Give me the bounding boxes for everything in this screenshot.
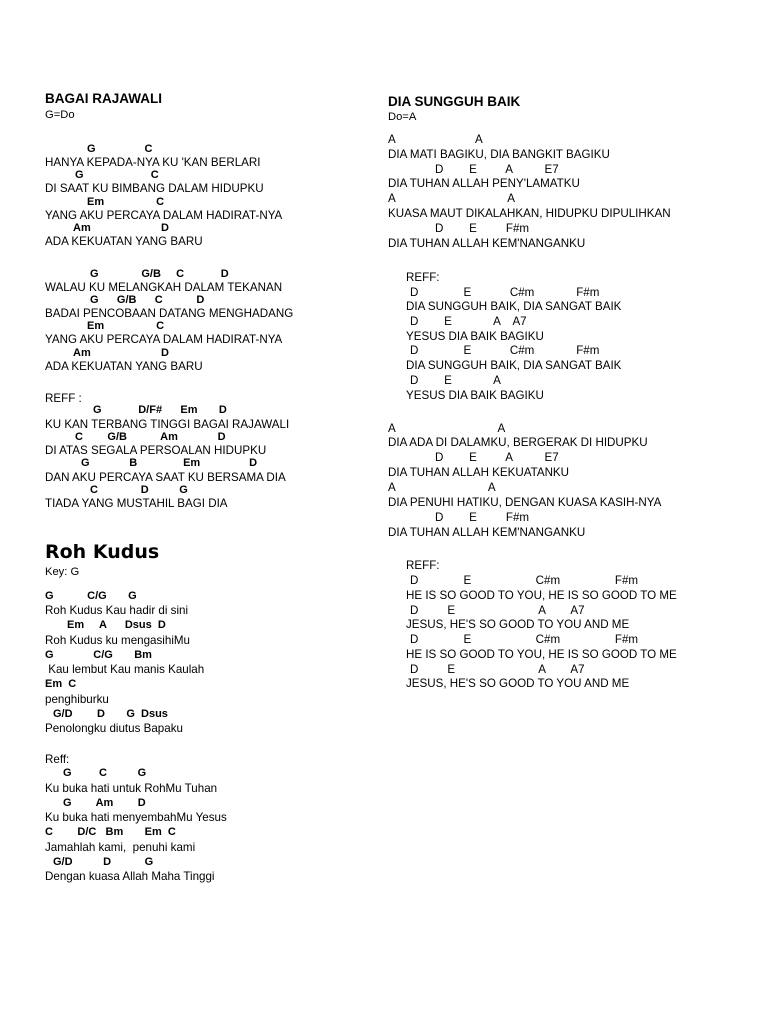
lyric-line: D E F#m: [435, 511, 530, 524]
lyric-line: Jamahlah kami, penuhi kami: [45, 841, 196, 854]
lyric-line: DIA TUHAN ALLAH KEKUATANKU: [388, 466, 570, 479]
lyric-line: Penolongku diutus Bapaku: [45, 722, 183, 735]
lyric-line: JESUS, HE'S SO GOOD TO YOU AND ME: [406, 677, 630, 690]
lyric-line: D E A E7: [435, 451, 559, 464]
lyric-line: DIA TUHAN ALLAH KEM'NANGANKU: [388, 526, 586, 539]
lyric-line: KUASA MAUT DIKALAHKAN, HIDUPKU DIPULIHKAN: [388, 207, 671, 220]
lyric-line: D E A E7: [435, 163, 559, 176]
lyric-line: D E C#m F#m: [410, 574, 639, 587]
chord-line: G Am D: [63, 797, 146, 809]
song-title-roh-kudus: Roh Kudus: [45, 541, 160, 563]
chord-line: G/D D G: [53, 856, 154, 868]
lyric-line: D E A A7: [410, 604, 585, 617]
chord-line: C G/B Am D: [75, 431, 226, 443]
lyric-line: DIA ADA DI DALAMKU, BERGERAK DI HIDUPKU: [388, 436, 648, 449]
lyric-line: DIA SUNGGUH BAIK, DIA SANGAT BAIK: [406, 359, 622, 372]
lyric-line: YESUS DIA BAIK BAGIKU: [406, 389, 544, 402]
chord-line: G B Em D: [81, 457, 258, 469]
lyric-line: A A: [388, 133, 483, 146]
lyric-line: D E C#m F#m: [410, 633, 639, 646]
lyric-line: Kau lembut Kau manis Kaulah: [45, 663, 205, 676]
lyric-line: REFF :: [45, 392, 82, 405]
chord-line: G G/B C D: [90, 268, 229, 280]
chord-line: G C/G G: [45, 590, 137, 602]
lyric-line: BADAI PENCOBAAN DATANG MENGHADANG: [45, 307, 294, 320]
chord-line: C D/C Bm Em C: [45, 826, 176, 838]
lyric-line: penghiburku: [45, 693, 109, 706]
chord-line: G C: [87, 143, 153, 155]
lyric-line: ADA KEKUATAN YANG BARU: [45, 360, 203, 373]
chord-line: Am D: [73, 347, 169, 359]
lyric-line: ADA KEKUATAN YANG BARU: [45, 235, 203, 248]
chord-line: Em C: [45, 678, 77, 690]
lyric-line: Dengan kuasa Allah Maha Tinggi: [45, 870, 215, 883]
lyric-line: HE IS SO GOOD TO YOU, HE IS SO GOOD TO ME: [406, 589, 677, 602]
lyric-line: D E A A7: [410, 315, 527, 328]
chord-line: G D/F# Em D: [93, 404, 227, 416]
lyric-line: D E A: [410, 374, 501, 387]
lyric-line: WALAU KU MELANGKAH DALAM TEKANAN: [45, 281, 283, 294]
song-key-roh-kudus: Key: G: [45, 566, 80, 578]
lyric-line: Reff:: [45, 753, 70, 766]
lyric-line: DI SAAT KU BIMBANG DALAM HIDUPKU: [45, 182, 264, 195]
chord-line: Em C: [87, 320, 165, 332]
lyric-line: DIA MATI BAGIKU, DIA BANGKIT BAGIKU: [388, 148, 610, 161]
lyric-line: HE IS SO GOOD TO YOU, HE IS SO GOOD TO ME: [406, 648, 677, 661]
song-title-dia-sungguh-baik: DIA SUNGGUH BAIK: [388, 94, 521, 109]
lyric-line: DAN AKU PERCAYA SAAT KU BERSAMA DIA: [45, 471, 286, 484]
lyric-line: D E F#m: [435, 222, 530, 235]
lyric-line: YANG AKU PERCAYA DALAM HADIRAT-NYA: [45, 333, 283, 346]
song-key-bagai-rajawali: G=Do: [45, 109, 75, 121]
lyric-line: DIA SUNGGUH BAIK, DIA SANGAT BAIK: [406, 300, 622, 313]
lyric-line: DIA PENUHI HATIKU, DENGAN KUASA KASIH-NYA: [388, 496, 662, 509]
song-key-dia-sungguh-baik: Do=A: [388, 111, 417, 123]
lyric-line: REFF:: [406, 271, 440, 284]
lyric-line: KU KAN TERBANG TINGGI BAGAI RAJAWALI: [45, 418, 290, 431]
chord-line: G G/B C D: [90, 294, 205, 306]
lyric-line: Roh Kudus Kau hadir di sini: [45, 604, 189, 617]
lyric-line: YESUS DIA BAIK BAGIKU: [406, 330, 544, 343]
chord-line: G C G: [63, 767, 147, 779]
lyric-line: A A: [388, 422, 506, 435]
lyric-line: Roh Kudus ku mengasihiMu: [45, 634, 191, 647]
lyric-line: D E C#m F#m: [410, 286, 600, 299]
lyric-line: D E C#m F#m: [410, 344, 600, 357]
chord-line: C D G: [90, 484, 188, 496]
chord-line: G/D D G Dsus: [53, 708, 168, 720]
song-title-bagai-rajawali: BAGAI RAJAWALI: [45, 91, 163, 106]
chord-line: Em A Dsus D: [67, 619, 166, 631]
lyric-line: YANG AKU PERCAYA DALAM HADIRAT-NYA: [45, 209, 283, 222]
chord-line: Em C: [87, 196, 165, 208]
chord-line: Am D: [73, 222, 169, 234]
lyric-line: Ku buka hati menyembahMu Yesus: [45, 811, 227, 824]
chord-line: G C: [75, 169, 159, 181]
lyric-line: TIADA YANG MUSTAHIL BAGI DIA: [45, 497, 228, 510]
lyric-line: DIA TUHAN ALLAH PENY'LAMATKU: [388, 177, 580, 190]
lyric-line: D E A A7: [410, 663, 585, 676]
lyric-line: JESUS, HE'S SO GOOD TO YOU AND ME: [406, 618, 630, 631]
lyric-line: REFF:: [406, 559, 440, 572]
lyric-line: Ku buka hati untuk RohMu Tuhan: [45, 782, 218, 795]
chord-line: G C/G Bm: [45, 649, 152, 661]
lyric-line: A A: [388, 481, 496, 494]
lyric-line: DI ATAS SEGALA PERSOALAN HIDUPKU: [45, 444, 267, 457]
lyric-line: A A: [388, 192, 515, 205]
lyric-line: HANYA KEPADA-NYA KU 'KAN BERLARI: [45, 156, 261, 169]
lyric-line: DIA TUHAN ALLAH KEM'NANGANKU: [388, 237, 586, 250]
